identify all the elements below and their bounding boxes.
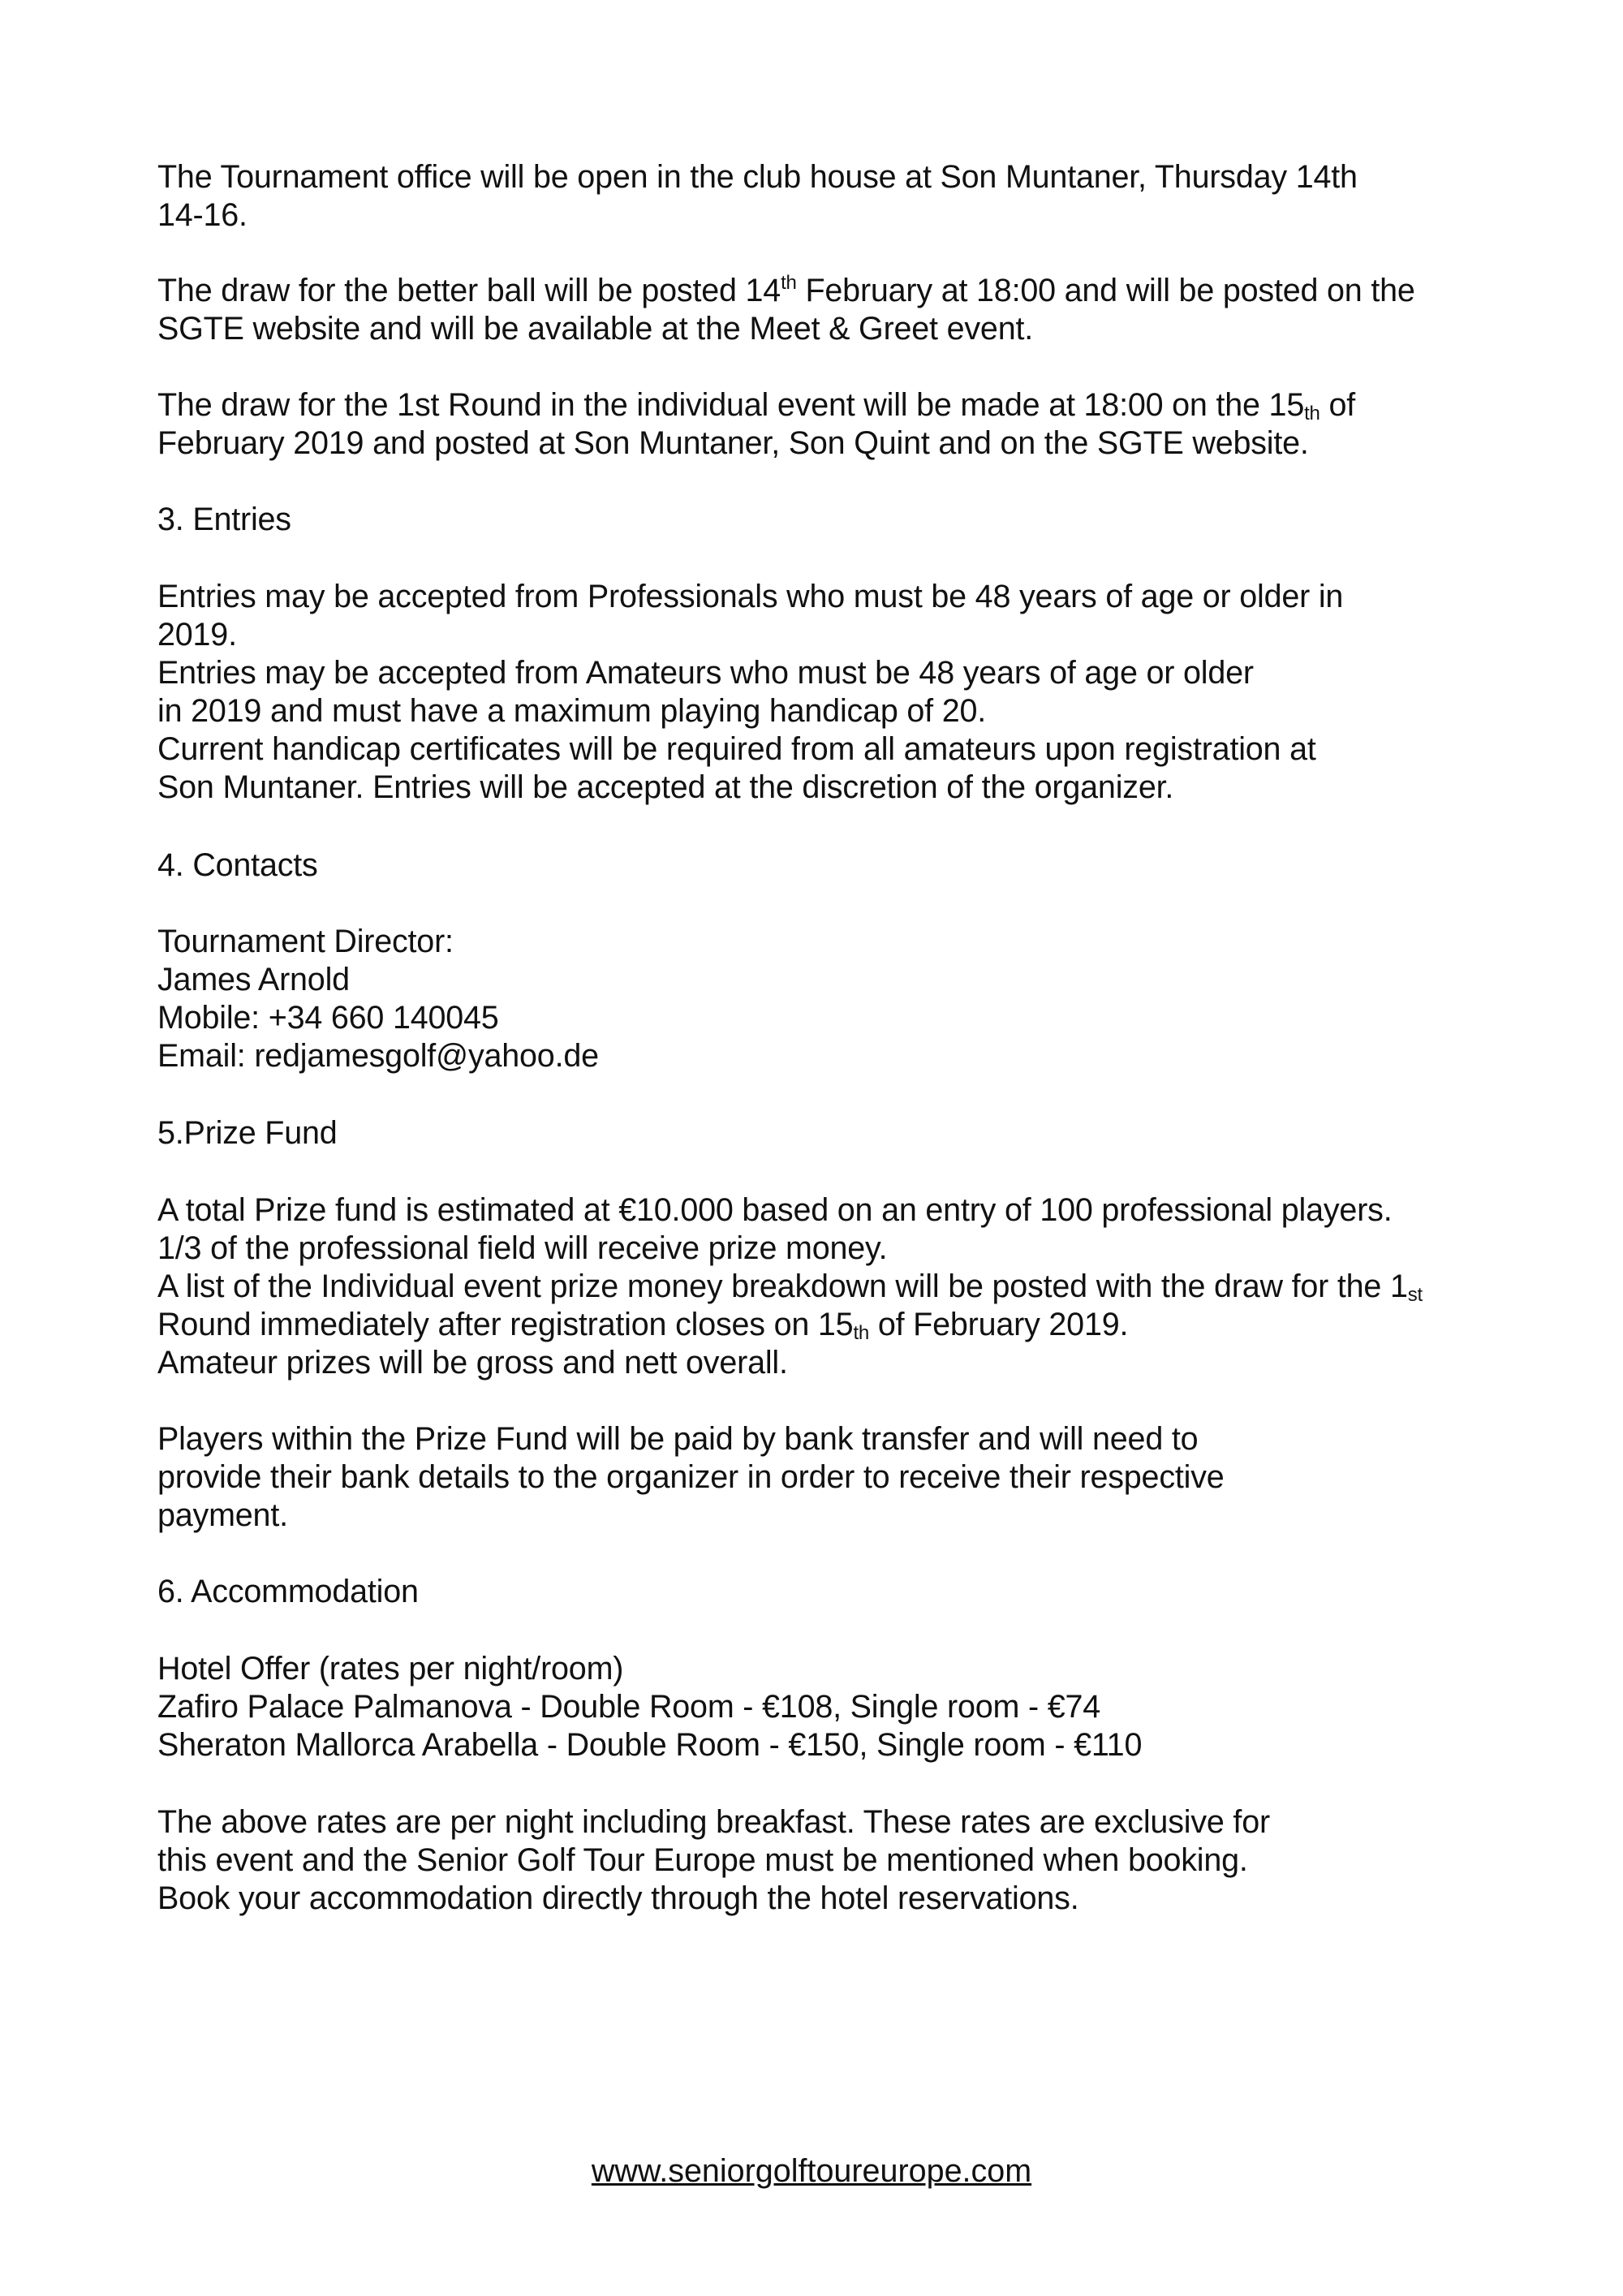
accommodation-heading: 6. Accommodation bbox=[157, 1574, 419, 1609]
prize-fund-line-3 bbox=[157, 1268, 1423, 1310]
prize-fund-heading: 5.Prize Fund bbox=[157, 1115, 338, 1151]
text-fragment: of bbox=[1319, 387, 1356, 423]
subscript: th bbox=[1304, 403, 1320, 424]
prize-fund-line-1: A total Prize fund is estimated at €10.000 based on an entry of 100 professional players. bbox=[157, 1192, 1393, 1228]
entries-line: Entries may be accepted from Amateurs who must be 48 years of age or older bbox=[157, 655, 1254, 691]
superscript: th bbox=[781, 272, 797, 294]
entries-heading: 3. Entries bbox=[157, 502, 291, 537]
first-round-draw-line-2: February 2019 and posted at Son Muntaner, Son Quint and on the SGTE website. bbox=[157, 425, 1309, 461]
text-fragment: Round immediately after registration closes on 15 bbox=[157, 1307, 854, 1342]
subscript: st bbox=[1407, 1284, 1423, 1306]
entries-line: 2019. bbox=[157, 617, 237, 653]
text-fragment: February at 18:00 and will be posted on the bbox=[796, 273, 1415, 308]
website-link[interactable]: www.seniorgolftoureurope.com bbox=[591, 2153, 1032, 2189]
entries-line: Entries may be accepted from Professionals who must be 48 years of age or older in bbox=[157, 579, 1344, 614]
contact-name: James Arnold bbox=[157, 962, 350, 997]
hotel-offer-zafiro: Zafiro Palace Palmanova - Double Room - €108, Single room - €74 bbox=[157, 1689, 1101, 1725]
prize-payment-line: provide their bank details to the organizer in order to receive their respective bbox=[157, 1459, 1225, 1495]
contact-role: Tournament Director: bbox=[157, 924, 454, 959]
better-ball-draw-line-2: SGTE website and will be available at the Meet & Greet event. bbox=[157, 311, 1034, 347]
prize-fund-line-5: Amateur prizes will be gross and nett overall. bbox=[157, 1345, 788, 1381]
office-text-line-1: The Tournament office will be open in the club house at Son Muntaner, Thursday 14th bbox=[157, 159, 1358, 195]
text-fragment: A list of the Individual event prize money breakdown will be posted with the draw for the 1 bbox=[157, 1269, 1408, 1304]
hotel-offer-title: Hotel Offer (rates per night/room) bbox=[157, 1651, 624, 1686]
entries-line: in 2019 and must have a maximum playing handicap of 20. bbox=[157, 693, 987, 729]
subscript: th bbox=[853, 1322, 870, 1344]
first-round-draw-line-1 bbox=[157, 386, 1355, 429]
accommodation-note-line: Book your accommodation directly through the hotel reservations. bbox=[157, 1880, 1079, 1916]
contact-mobile: Mobile: +34 660 140045 bbox=[157, 1000, 499, 1036]
text-fragment: of February 2019. bbox=[869, 1307, 1129, 1342]
prize-fund-line-4 bbox=[157, 1306, 1128, 1348]
prize-payment-line: Players within the Prize Fund will be paid by bank transfer and will need to bbox=[157, 1421, 1199, 1457]
office-text-line-2: 14-16. bbox=[157, 197, 248, 233]
entries-line: Son Muntaner. Entries will be accepted at the discretion of the organizer. bbox=[157, 769, 1174, 805]
accommodation-note-line: The above rates are per night including breakfast. These rates are exclusive for bbox=[157, 1804, 1270, 1840]
accommodation-note-line: this event and the Senior Golf Tour Europe must be mentioned when booking. bbox=[157, 1842, 1248, 1878]
prize-payment-line: payment. bbox=[157, 1497, 288, 1533]
text-fragment: The draw for the better ball will be posted 14 bbox=[157, 273, 781, 308]
contacts-heading: 4. Contacts bbox=[157, 847, 318, 883]
better-ball-draw-line-1 bbox=[157, 272, 1415, 314]
contact-email: Email: redjamesgolf@yahoo.de bbox=[157, 1038, 599, 1074]
text-fragment: The draw for the 1st Round in the individual event will be made at 18:00 on the 15 bbox=[157, 387, 1305, 423]
hotel-offer-sheraton: Sheraton Mallorca Arabella - Double Room - €150, Single room - €110 bbox=[157, 1727, 1143, 1763]
entries-line: Current handicap certificates will be required from all amateurs upon registration at bbox=[157, 731, 1316, 767]
prize-fund-line-2: 1/3 of the professional field will receive prize money. bbox=[157, 1230, 888, 1266]
